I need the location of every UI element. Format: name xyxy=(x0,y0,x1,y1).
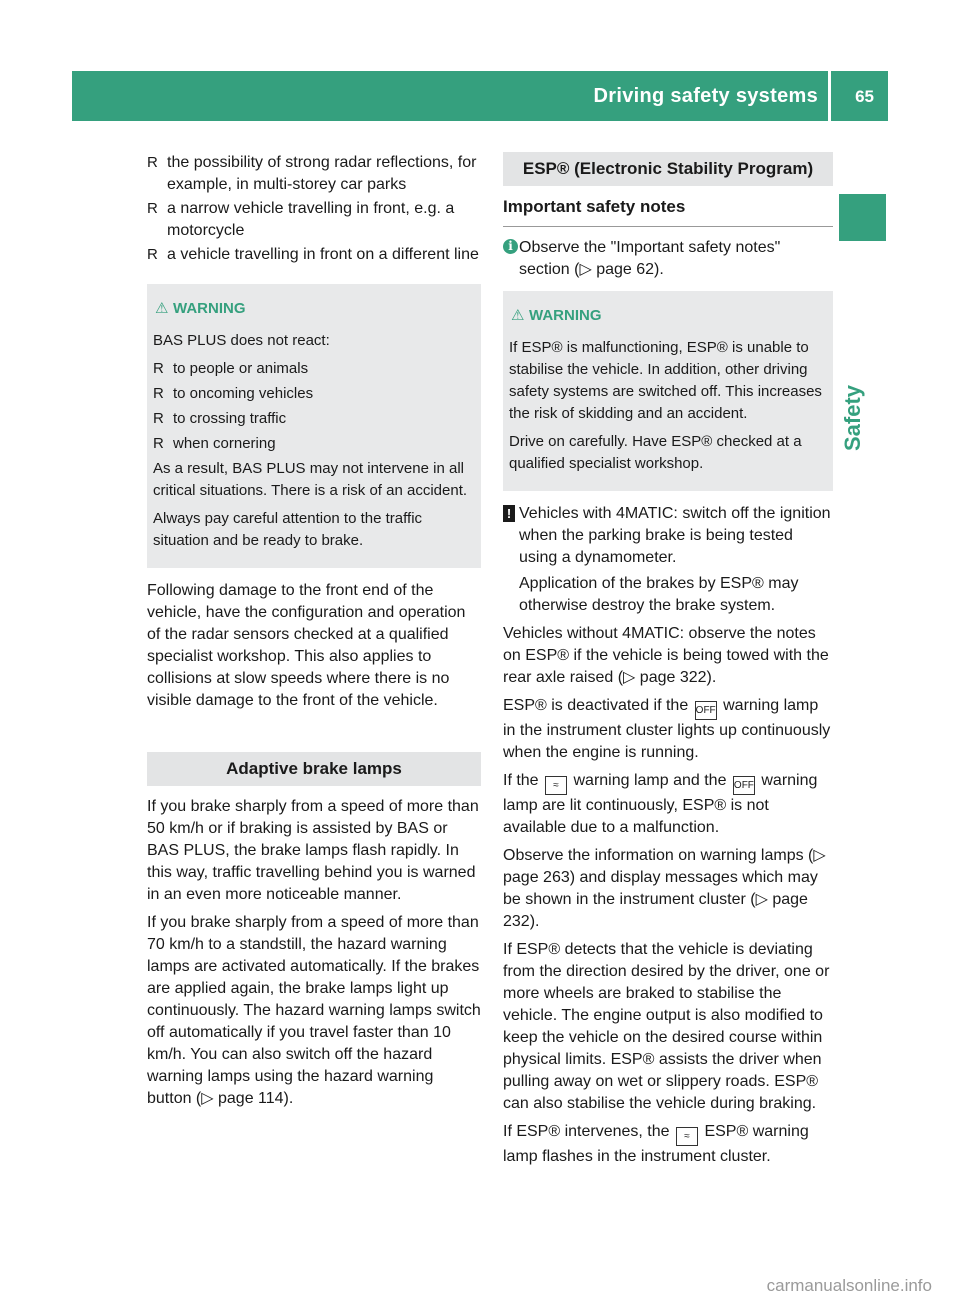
bullet-icon: R xyxy=(153,410,164,427)
body-paragraph: Vehicles without 4MATIC: observe the notes on ESP® if the vehicle is being towed with the rear axle raised (▷ page 322). xyxy=(503,625,829,686)
header-bar xyxy=(72,71,888,121)
bullet-icon: R xyxy=(147,154,158,171)
right-column xyxy=(503,152,833,1174)
body-paragraph: ESP® is deactivated if the OFF warning lamp in the instrument cluster lights up continuously when the engine is running. xyxy=(503,697,831,761)
esp-skid-icon: ≈ xyxy=(676,1127,698,1146)
warning-paragraph: As a result, BAS PLUS may not intervene in all critical situations. There is a risk of an accident. xyxy=(153,460,468,499)
info-note: i Observe the "Important safety notes" section (▷ page 62). xyxy=(503,237,833,281)
caution-text: Application of the brakes by ESP® may otherwise destroy the brake system. xyxy=(519,575,799,614)
warning-paragraph: Drive on carefully. Have ESP® checked at a qualified specialist workshop. xyxy=(509,433,802,472)
bullet-icon: R xyxy=(153,385,164,402)
esp-off-icon: OFF xyxy=(733,776,755,795)
section-heading: ESP® (Electronic Stability Program) xyxy=(503,152,833,186)
list-item: R to people or animals xyxy=(153,358,475,380)
running-header-title: Driving safety systems xyxy=(593,85,818,107)
spacer xyxy=(147,718,481,752)
warning-heading: ⚠ WARNING xyxy=(153,298,475,320)
list-item: R to crossing traffic xyxy=(153,408,475,430)
page-number: 65 xyxy=(855,87,874,106)
header-separator xyxy=(828,71,831,121)
exclamation-icon: ! xyxy=(503,505,515,522)
warning-paragraph: If ESP® is malfunctioning, ESP® is unable to stabilise the vehicle. In addition, other driving safety systems are switched off. This increases the risk of skidding and an accident. xyxy=(509,339,822,422)
body-paragraph: Following damage to the front end of the vehicle, have the configuration and operation of the radar sensors checked at a qualified specialist workshop. This also applies to collisions at slow speeds where there is no visible damage to the front of the vehicle. xyxy=(147,582,466,709)
warning-box xyxy=(147,284,481,568)
subsection-heading: Important safety notes xyxy=(503,196,833,227)
warning-heading: ⚠ WARNING xyxy=(509,305,827,327)
side-tab-marker xyxy=(839,194,886,241)
bullet-icon: R xyxy=(147,246,158,263)
warning-intro: BAS PLUS does not react: xyxy=(153,332,330,349)
body-paragraph: If ESP® detects that the vehicle is deviating from the direction desired by the driver, one or more wheels are braked to stabilise the vehicle. The engine output is also modified to keep the vehicle on the desired course within physical limits. ESP® assists the driver when pulling away on wet or slippery roads. ESP® can also stabilise the vehicle during braking. xyxy=(503,941,830,1112)
body-paragraph: If you brake sharply from a speed of more than 50 km/h or if braking is assisted by BAS or BAS PLUS, the brake lamps flash rapidly. In this way, traffic travelling behind you is warned in an even more noticeable manner. xyxy=(147,798,479,903)
body-paragraph: If ESP® intervenes, the ≈ ESP® warning lamp flashes in the instrument cluster. xyxy=(503,1123,809,1165)
bullet-icon: R xyxy=(147,200,158,217)
caution-text: Vehicles with 4MATIC: switch off the ignition when the parking brake is being tested using a dynamometer. xyxy=(519,505,831,566)
list-item: R to oncoming vehicles xyxy=(153,383,475,405)
side-tab-label: Safety xyxy=(840,384,865,451)
bullet-icon: R xyxy=(153,360,164,377)
section-heading: Adaptive brake lamps xyxy=(147,752,481,786)
esp-off-icon: OFF xyxy=(695,701,717,720)
side-tab xyxy=(837,121,888,1121)
esp-skid-icon: ≈ xyxy=(545,776,567,795)
bullet-icon: R xyxy=(153,435,164,452)
list-item: R a narrow vehicle travelling in front, e.g. a motorcycle xyxy=(147,200,455,239)
warning-triangle-icon: ⚠ xyxy=(155,300,169,317)
list-item: R the possibility of strong radar reflections, for example, in multi-storey car parks xyxy=(147,154,477,193)
caution-note xyxy=(503,503,833,617)
left-column xyxy=(147,152,481,1116)
list-item: R when cornering xyxy=(153,433,475,455)
info-icon: i xyxy=(503,239,518,254)
warning-box xyxy=(503,291,833,491)
body-paragraph: If the ≈ warning lamp and the OFF warning lamp are lit continuously, ESP® is not available due to a malfunction. xyxy=(503,772,818,836)
list-item: R a vehicle travelling in front on a different line xyxy=(147,244,481,266)
body-paragraph: Observe the information on warning lamps (▷ page 263) and display messages which may be shown in the instrument cluster (▷ page 232). xyxy=(503,847,826,930)
watermark: carmanualsonline.info xyxy=(766,1276,932,1295)
warning-paragraph: Always pay careful attention to the traffic situation and be ready to brake. xyxy=(153,510,423,549)
warning-triangle-icon: ⚠ xyxy=(511,307,525,324)
body-paragraph: If you brake sharply from a speed of more than 70 km/h to a standstill, the hazard warning lamps are activated automatically. If the brakes are applied again, the brake lamps light up continuously. The hazard warning lamps switch off automatically if you travel faster than 10 km/h. You can also switch off the hazard warning lamps using the hazard warning button (▷ page 114). xyxy=(147,914,481,1107)
